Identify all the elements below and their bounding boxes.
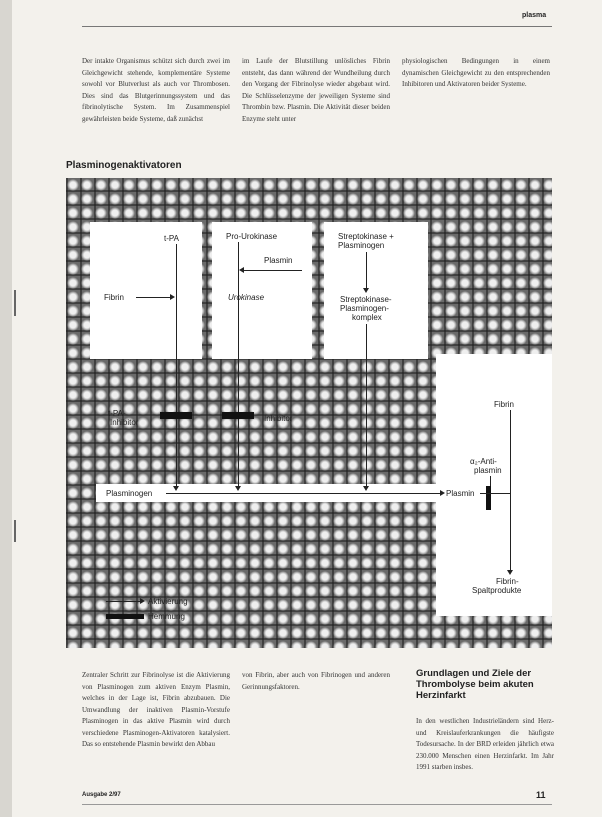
intro-column-2: im Laufe der Blutstillung unlösliches Fibrin entsteht, das dann während der Wundheilung durch den Vorgang der Fibrinolyse wieder abgebaut wird. Die Schlüsselenzyme der jeweiligen Systeme sind Thrombin bzw. Plasmin. Die Aktivität dieser beiden Enzyme steht unter: [242, 57, 390, 123]
issue-label: Ausgabe 2/97: [82, 792, 121, 798]
plasminogen-line: [166, 493, 442, 494]
antiplasmin-label-1: α₂-Anti-: [470, 457, 497, 466]
legend-activation-arrow: [140, 598, 145, 604]
plasminogen-arrow: [440, 490, 445, 496]
streptokinase-line: [366, 252, 367, 290]
spaltprodukte-label-2: Spaltprodukte: [472, 586, 522, 595]
legend-inhibition-bar: [106, 614, 144, 619]
fibrin-left-label: Fibrin: [104, 293, 125, 302]
page-number: 11: [536, 790, 546, 800]
complex-line: [366, 324, 367, 489]
tpa-inhibition-bar: [160, 412, 192, 419]
fibrin-right-label: Fibrin: [494, 400, 515, 409]
margin-mark: [14, 290, 16, 316]
fibrin-cleavage-arrow: [507, 570, 513, 575]
streptokinase-arrow: [363, 288, 369, 293]
urokinase-inhibition-bar: [222, 412, 254, 419]
spaltprodukte-label-1: Fibrin-: [496, 577, 519, 586]
footer-rule: [82, 804, 552, 805]
complex-arrow: [363, 486, 369, 491]
tpa-inhibitor-label-1: t-PA-: [108, 409, 126, 418]
plasminogen-label: Plasminogen: [106, 489, 153, 498]
complex-label-1: Streptokinase-: [340, 295, 392, 304]
intro-column-1: Der intakte Organismus schützt sich durch zwei im Gleichgewicht stehende, komplementäre Systeme sowohl vor Blutverlust als auch vor Thrombosen. Dies sind das Blutgerinnungssystem und das fibrinolytische System. Im Zusammenspiel gewährleisten beide Systeme, daß zunächst: [82, 57, 230, 123]
tpa-line: [176, 244, 177, 489]
plasmin-to-fibrin-line: [480, 493, 510, 494]
body-column-1: Zentraler Schritt zur Fibrinolyse ist die Aktivierung von Plasminogen zum aktiven Enzym Plasmin, welches in der Lage ist, Fibrin abzubauen. Die Umwandlung der inaktiven Plasmin-Vorstufe Plasminogen in das aktive Plasmin wird durch verschiedene Plasminogen-Aktivatoren katalysiert. Das so entstehende Plasmin bewirkt den Abbau: [82, 671, 230, 748]
urokinase-line: [238, 242, 239, 489]
legend-activation-line: [106, 601, 142, 602]
plasmin-top-label: Plasmin: [264, 256, 293, 265]
legend-activation-label: Aktivierung: [148, 597, 188, 606]
plasminogen-top-label: Plasminogen: [338, 241, 385, 250]
page-spine-shadow: [0, 0, 12, 817]
urokinase-label: Urokinase: [228, 293, 265, 302]
subheading: Grundlagen und Ziele der Thrombolyse beim akuten Herzinfarkt: [416, 668, 534, 701]
fibrin-cleavage-line: [510, 410, 511, 572]
fibrin-arrow: [170, 294, 175, 300]
section-title: Plasminogenaktivatoren: [66, 160, 182, 171]
tpa-arrow: [173, 486, 179, 491]
complex-label-2: Plasminogen-: [340, 304, 389, 313]
legend-inhibition-label: Hemmung: [148, 612, 185, 621]
body-column-2: von Fibrin, aber auch von Fibrinogen und anderen Gerinnungsfaktoren.: [242, 671, 390, 691]
antiplasmin-inhibition-bar: [486, 486, 491, 510]
urokinase-arrow: [235, 486, 241, 491]
body-column-3: In den westlichen Industrieländern sind Herz- und Kreislauferkrankungen die häufigste Todesursache. In der BRD erleiden jährlich etwa 230.000 Menschen einen Herzinfarkt. Im Jahr 1991 starben insbes.: [416, 717, 554, 771]
header-tag: plasma: [522, 12, 547, 19]
tpa-panel: [90, 222, 202, 359]
antiplasmin-label-2: plasmin: [474, 466, 502, 475]
fibrin-to-tpa-line: [136, 297, 172, 298]
pro-urokinase-label: Pro-Urokinase: [226, 232, 278, 241]
margin-mark: [14, 520, 16, 542]
header-rule: [82, 26, 552, 27]
complex-label-3: komplex: [352, 313, 382, 322]
tpa-label: t-PA: [164, 234, 179, 243]
fibrin-cleavage-panel: [436, 354, 552, 616]
streptokinase-label: Streptokinase +: [338, 232, 394, 241]
tpa-inhibitor-label-2: Inhibitor: [110, 418, 139, 427]
plasmin-feedback-line: [244, 270, 302, 271]
urokinase-panel: [212, 222, 312, 359]
inhibitor-label: Inhibitor: [264, 414, 293, 423]
plasmin-feedback-arrow: [239, 267, 244, 273]
intro-column-3: physiologischen Bedingungen in einem dynamischen Gleichgewicht zu den entsprechenden Inhibitoren und Aktivatoren beider Systeme.: [402, 57, 550, 88]
plasmin-right-label: Plasmin: [446, 489, 475, 498]
plasminogen-activator-diagram: [66, 178, 552, 648]
